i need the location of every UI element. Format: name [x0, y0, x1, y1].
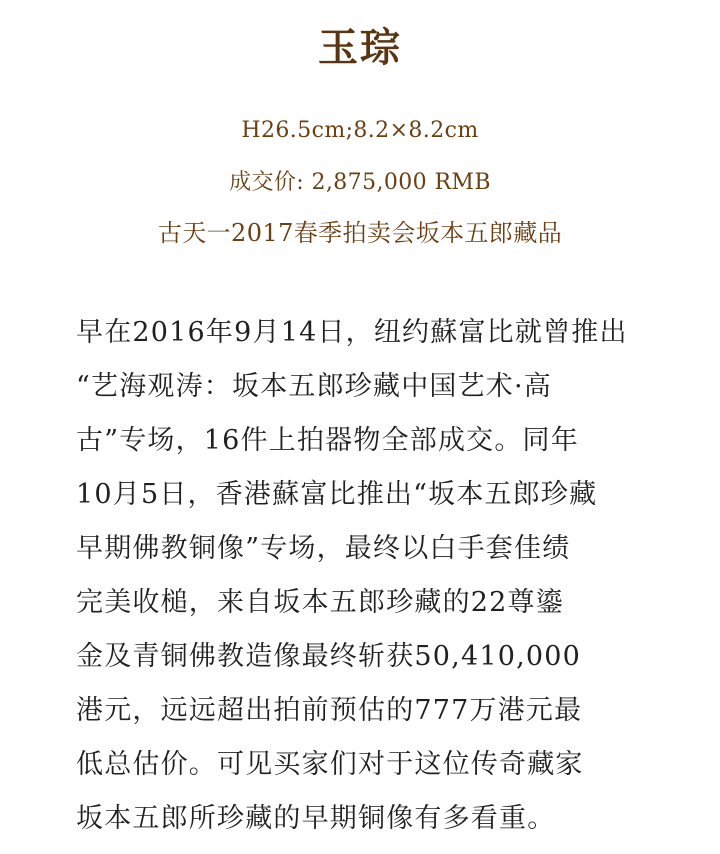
body-line: 古”专场，16件上拍器物全部成交。同年 — [76, 425, 579, 456]
body-line: 10月5日，香港蘇富比推出“坂本五郎珍藏 — [76, 479, 598, 510]
price-value: 2,875,000 RMB — [311, 170, 491, 195]
article-body — [76, 306, 662, 846]
auction-source-text: 古天一2017春季拍卖会坂本五郎藏品 — [157, 219, 563, 247]
body-line: 早在2016年9月14日，纽约蘇富比就曾推出 — [76, 317, 628, 348]
body-line: 港元，远远超出拍前预估的777万港元最 — [76, 695, 583, 726]
body-line: 金及青铜佛教造像最终斩获50,410,000 — [76, 641, 581, 672]
body-line: 早期佛教铜像”专场，最终以白手套佳绩 — [76, 533, 571, 564]
body-line: 完美收槌，来自坂本五郎珍藏的22尊鎏 — [76, 587, 564, 618]
body-line: “艺海观涛：坂本五郎珍藏中国艺术·高 — [76, 371, 552, 402]
body-line: 低总估价。可见买家们对于这位传奇藏家 — [76, 749, 584, 780]
dimensions-text: H26.5cm;8.2×8.2cm — [241, 118, 479, 143]
price-line — [0, 168, 720, 198]
page-title: 玉琮 — [318, 24, 402, 71]
body-line: 坂本五郎所珍藏的早期铜像有多看重。 — [76, 803, 556, 834]
price-label: 成交价: — [229, 170, 305, 195]
